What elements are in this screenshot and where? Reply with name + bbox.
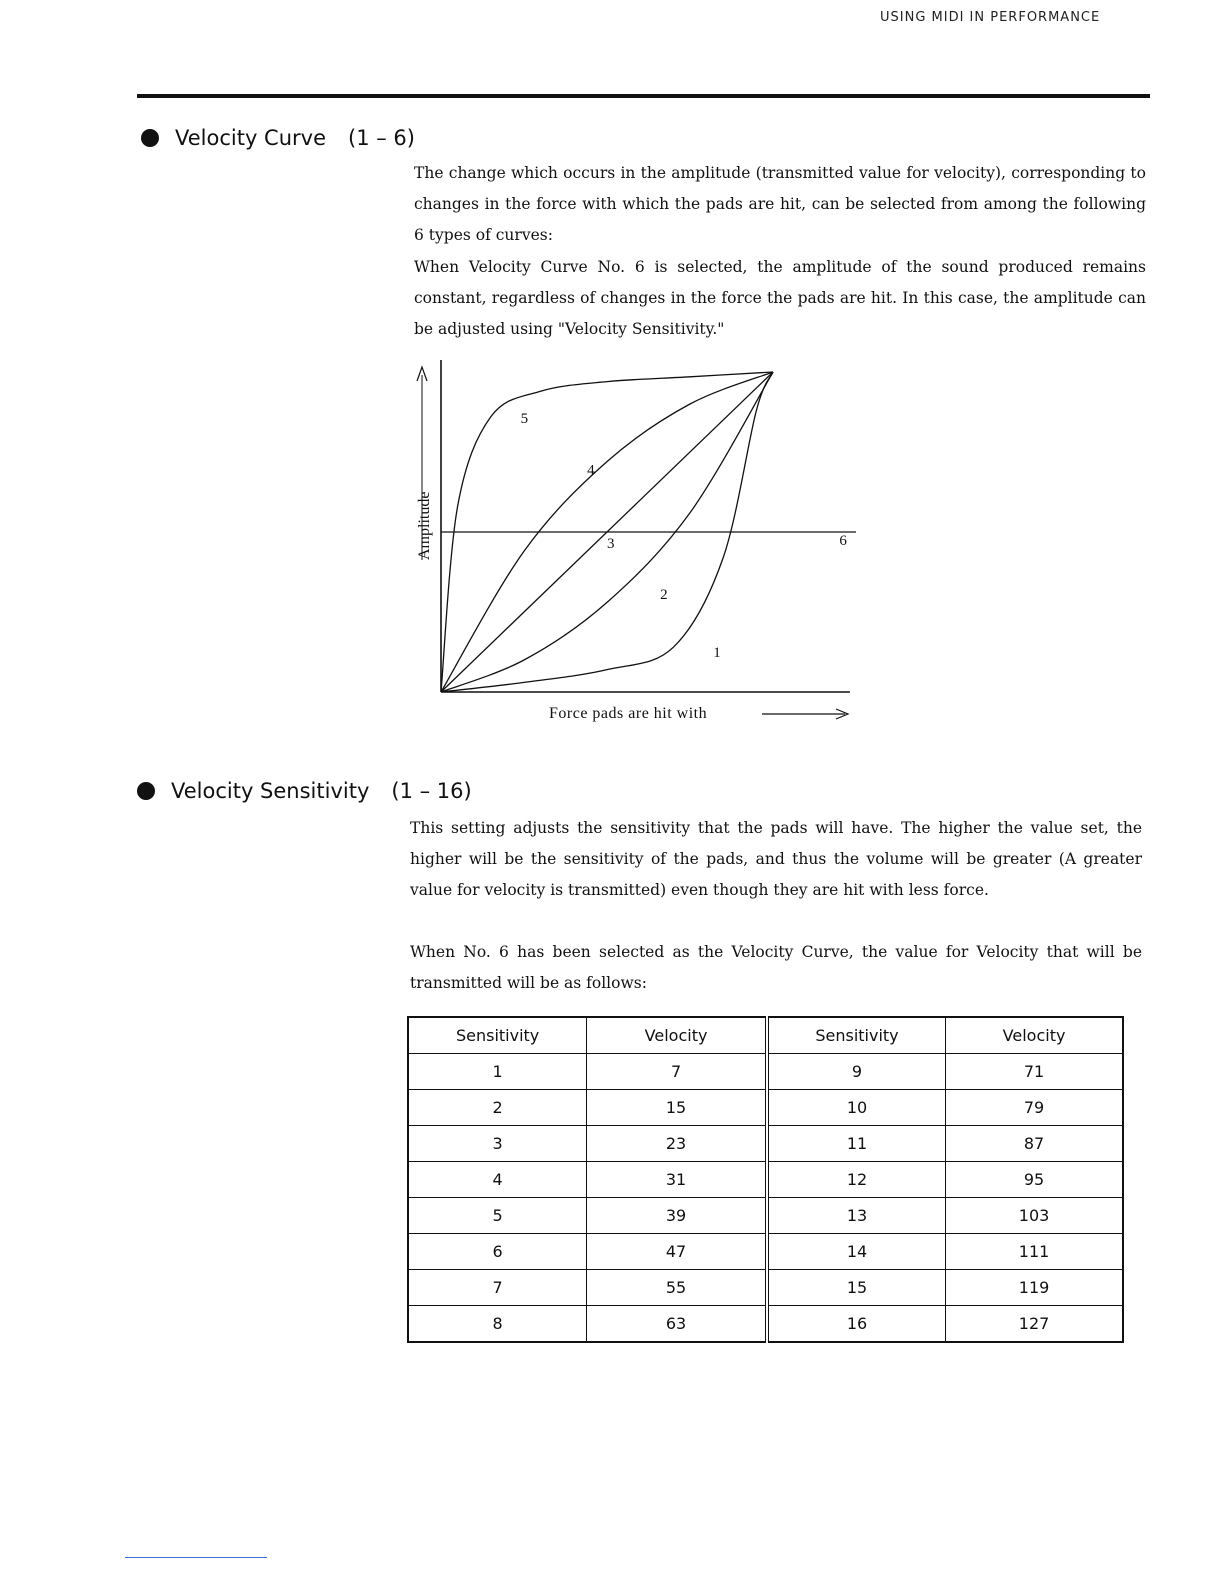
velocity-curve-paragraph-2: When Velocity Curve No. 6 is selected, the amplitude of the sound produced remains constant, regardless of changes in the force the pads are hit. In this case, the amplitude can be adjusted using "Velocity Sensitivity." (414, 258, 1146, 338)
table-cell: 5 (408, 1198, 587, 1234)
velocity-curve-title: Velocity Curve (175, 126, 327, 150)
table-row (408, 1162, 1123, 1198)
table-cell: 7 (408, 1270, 587, 1306)
table-cell: 1 (408, 1054, 587, 1090)
table-cell: 127 (946, 1306, 1123, 1343)
table-cell: 47 (587, 1234, 767, 1270)
table-cell: 3 (408, 1126, 587, 1162)
table-cell: 79 (946, 1090, 1123, 1126)
bullet-icon (141, 129, 159, 147)
bullet-icon (137, 782, 155, 800)
curve-label-6: 6 (839, 532, 847, 549)
velocity-sensitivity-heading (137, 779, 472, 803)
velocity-table (407, 1016, 1124, 1343)
curve-label-2: 2 (660, 587, 668, 604)
x-axis-label: Force pads are hit with (549, 705, 708, 722)
table-cell: 87 (946, 1126, 1123, 1162)
table-row (408, 1306, 1123, 1343)
table-row (408, 1054, 1123, 1090)
table-row (408, 1126, 1123, 1162)
curve-label-4: 4 (587, 462, 595, 479)
table-header-row (408, 1017, 1123, 1054)
table-row (408, 1234, 1123, 1270)
table-cell: 71 (946, 1054, 1123, 1090)
running-header-text: USING MIDI IN PERFORMANCE (880, 10, 1101, 25)
table-header-cell: Sensitivity (408, 1017, 587, 1054)
table-cell: 4 (408, 1162, 587, 1198)
header-rule (137, 94, 1150, 98)
table-cell: 13 (767, 1198, 946, 1234)
table-cell: 95 (946, 1162, 1123, 1198)
footer-rule (125, 1557, 267, 1558)
table-row (408, 1090, 1123, 1126)
table-cell: 12 (767, 1162, 946, 1198)
velocity-curve-range: (1 – 6) (348, 126, 415, 150)
velocity-sensitivity-range: (1 – 16) (391, 779, 472, 803)
velocity-curve-chart (400, 355, 870, 735)
table-cell: 39 (587, 1198, 767, 1234)
table-cell: 31 (587, 1162, 767, 1198)
table-row (408, 1198, 1123, 1234)
table-cell: 63 (587, 1306, 767, 1343)
table-cell: 23 (587, 1126, 767, 1162)
curve-label-1: 1 (713, 644, 721, 661)
velocity-curve-heading (141, 126, 415, 150)
velocity-sensitivity-paragraph-2: When No. 6 has been selected as the Velocity Curve, the value for Velocity that will be transmitted will be as follows: (410, 943, 1142, 992)
table-cell: 7 (587, 1054, 767, 1090)
table-cell: 111 (946, 1234, 1123, 1270)
table-header-cell: Sensitivity (767, 1017, 946, 1054)
y-axis-label: Amplitude (416, 491, 433, 560)
table-cell: 2 (408, 1090, 587, 1126)
velocity-curve-paragraph-1: The change which occurs in the amplitude (transmitted value for velocity), corresponding to changes in the force with which the pads are hit, can be selected from among the following 6 types of curves: (414, 164, 1146, 244)
running-header (880, 10, 1150, 34)
table-row (408, 1270, 1123, 1306)
table-cell: 15 (587, 1090, 767, 1126)
table-cell: 8 (408, 1306, 587, 1343)
table-cell: 119 (946, 1270, 1123, 1306)
table-cell: 14 (767, 1234, 946, 1270)
table-cell: 11 (767, 1126, 946, 1162)
table-cell: 9 (767, 1054, 946, 1090)
table-cell: 103 (946, 1198, 1123, 1234)
velocity-sensitivity-title: Velocity Sensitivity (171, 779, 370, 803)
table-header-cell: Velocity (587, 1017, 767, 1054)
table-header-cell: Velocity (946, 1017, 1123, 1054)
curve-label-3: 3 (607, 536, 615, 552)
table-cell: 16 (767, 1306, 946, 1343)
table-cell: 6 (408, 1234, 587, 1270)
table-cell: 55 (587, 1270, 767, 1306)
curve-label-5: 5 (520, 411, 529, 428)
velocity-sensitivity-paragraph-1: This setting adjusts the sensitivity that the pads will have. The higher the value set, the higher will be the sensitivity of the pads, and thus the volume will be greater (A greater value for velocity is transmitted) even though they are hit with less force. (410, 819, 1142, 899)
table-cell: 10 (767, 1090, 946, 1126)
table-cell: 15 (767, 1270, 946, 1306)
